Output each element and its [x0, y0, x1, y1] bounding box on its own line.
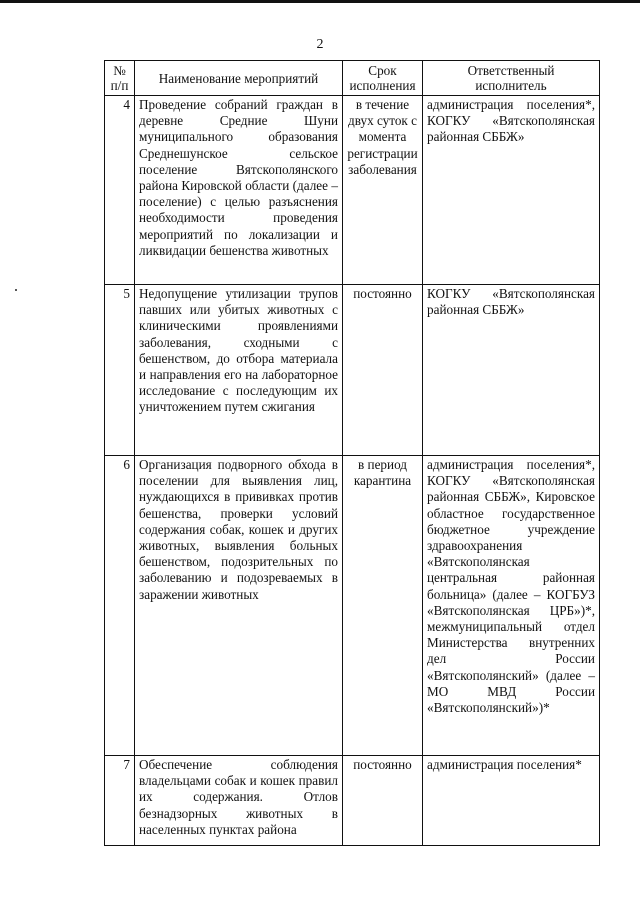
header-responsible: Ответственный исполнитель: [423, 61, 600, 96]
row-number: 5: [105, 285, 135, 456]
measure-responsible: администрация поселения*, КОГКУ «Вятскополянская районная СББЖ», Кировское областное государственное бюджетное учреждение здравоохранения «Вятскополянская центральная районная больница» (далее – КОГБУЗ «Вятскополянская ЦРБ»)*, межмуниципальный отдел Министерства внутренних дел России «Вятскополянский» (далее – МО МВД России «Вятскополянский»)*: [423, 456, 600, 756]
row-number: 4: [105, 96, 135, 285]
scan-dot: [15, 289, 17, 291]
measure-name: Проведение собраний граждан в деревне Средние Шуни муниципального образования Среднешунское сельское поселение Вятскополянского района Кировской области (далее – поселение) с целью разъяснения необходимости проведения мероприятий по локализации и ликвидации бешенства животных: [135, 96, 343, 285]
table-row: [105, 96, 600, 285]
table-row: [105, 756, 600, 846]
top-rule: [0, 0, 640, 3]
header-num: № п/п: [105, 61, 135, 96]
table-row: [105, 456, 600, 756]
row-number: 7: [105, 756, 135, 846]
measure-responsible: администрация поселения*, КОГКУ «Вятскополянская районная СББЖ»: [423, 96, 600, 285]
table-row: [105, 285, 600, 456]
measure-responsible: администрация поселения*: [423, 756, 600, 846]
measure-term: в течение двух суток с момента регистрации заболевания: [343, 96, 423, 285]
measure-name: Организация подворного обхода в поселении для выявления лиц, нуждающихся в прививках против бешенства, проверки условий содержания собак, кошек и других животных, выявления больных бешенством, подозрительных по заболеванию и подозреваемых в заражении животных: [135, 456, 343, 756]
row-number: 6: [105, 456, 135, 756]
measure-responsible: КОГКУ «Вятскополянская районная СББЖ»: [423, 285, 600, 456]
measures-table: [104, 60, 600, 846]
header-term: Срок исполнения: [343, 61, 423, 96]
measure-term: постоянно: [343, 756, 423, 846]
page-number: 2: [316, 37, 324, 52]
measure-term: в период карантина: [343, 456, 423, 756]
measure-name: Обеспечение соблюдения владельцами собак и кошек правил их содержания. Отлов безнадзорных животных в населенных пунктах района: [135, 756, 343, 846]
measure-name: Недопущение утилизации трупов павших или убитых животных с клиническими проявлениями заболевания, сходными с бешенством, до отбора материала и направления его на лабораторное исследование с последующим их уничтожением путем сжигания: [135, 285, 343, 456]
table-header-row: [105, 61, 600, 96]
header-name: Наименование мероприятий: [135, 61, 343, 96]
measure-term: постоянно: [343, 285, 423, 456]
